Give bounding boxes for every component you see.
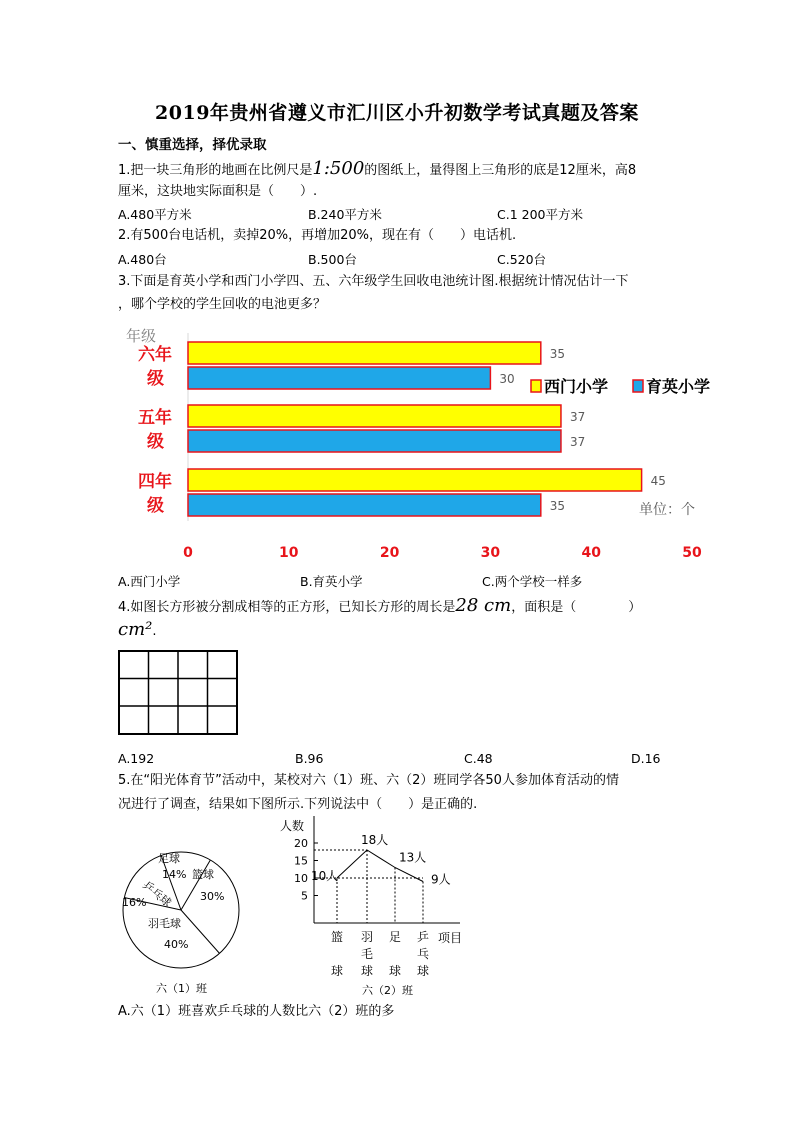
line-x-label: 球 xyxy=(416,964,430,978)
q2-option-c[interactable]: C.520台 xyxy=(497,252,547,267)
q3-option-c[interactable]: C.两个学校一样多 xyxy=(482,574,583,589)
bar-x-tick: 10 xyxy=(279,545,299,561)
pie-label-pingpong: 乒乓球 xyxy=(140,878,174,910)
q4-option-c[interactable]: C.48 xyxy=(464,751,493,766)
q4-option-d[interactable]: D.16 xyxy=(631,751,661,766)
q1-line2: 厘米，这块地实际面积是（ ）. xyxy=(118,184,318,199)
q4-option-a[interactable]: A.192 xyxy=(118,751,155,766)
q2-option-a[interactable]: A.480台 xyxy=(118,252,167,267)
q4-line2 xyxy=(118,619,157,642)
class1-pie-chart xyxy=(118,840,248,1000)
line-point-label: 18人 xyxy=(361,833,389,847)
line-point-label: 9人 xyxy=(431,872,451,887)
bar-value-label: 35 xyxy=(549,499,566,513)
line-y-tick: 20 xyxy=(294,837,308,850)
bar-category-label: 五年 xyxy=(138,408,172,428)
q4-unit-tail: . xyxy=(152,624,157,639)
line-y-tick: 10 xyxy=(294,872,308,885)
q4-unit: cm² xyxy=(118,619,153,640)
q1-line1 xyxy=(118,158,636,181)
bar-category-label: 级 xyxy=(147,369,164,389)
q3-line2: ，哪个学校的学生回收的电池更多？ xyxy=(118,297,327,312)
bar-x-tick: 20 xyxy=(379,545,400,561)
pie-caption: 六（1）班 xyxy=(156,982,207,995)
bar-value-label: 37 xyxy=(569,435,586,449)
q1-post: 的图纸上，量得图上三角形的底是12厘米，高8 xyxy=(364,163,637,178)
q3-option-a[interactable]: A.西门小学 xyxy=(118,574,181,589)
pie-label-football: 足球 xyxy=(158,852,180,865)
bar-value-label: 30 xyxy=(499,372,515,386)
pie-value-football: 14% xyxy=(162,868,187,881)
pie-value-pingpong: 16% xyxy=(122,896,147,909)
q1-pre: 1.把一块三角形的地画在比例尺是 xyxy=(118,163,313,178)
bar-x-tick: 30 xyxy=(480,545,501,561)
legend-yy-label: 育英小学 xyxy=(646,377,711,396)
q1-option-b[interactable]: B.240平方米 xyxy=(308,207,382,222)
pie-label-basketball: 篮球 xyxy=(192,868,214,881)
line-x-label: 球 xyxy=(360,964,374,978)
q1-option-a[interactable]: A.480平方米 xyxy=(118,207,192,222)
line-x-label: 球 xyxy=(388,964,402,978)
q4-post: ，面积是（ ） xyxy=(511,600,642,615)
bar-value-label: 45 xyxy=(650,474,666,488)
bar-x-tick: 0 xyxy=(183,545,193,561)
bar-x-tick: 50 xyxy=(682,545,702,561)
line-x-label: 足 xyxy=(388,930,402,944)
bar-xm-1 xyxy=(188,405,561,427)
q5-option-a[interactable]: A.六（1）班喜欢乒乓球的人数比六（2）班的多 xyxy=(118,1004,395,1019)
line-x-label: 毛 xyxy=(360,947,374,961)
q5-line1: 5.在“阳光体育节”活动中，某校对六（1）班、六（2）班同学各50人参加体育活动的情 xyxy=(118,773,619,788)
legend-yy-swatch xyxy=(633,380,643,392)
line-x-label: 乓 xyxy=(416,947,430,961)
bar-yy-0 xyxy=(188,367,490,389)
section-heading: 一、慎重选择，择优录取 xyxy=(118,137,267,153)
battery-bar-chart xyxy=(118,321,728,571)
q4-perimeter: 28 cm xyxy=(455,595,512,616)
bar-value-label: 37 xyxy=(569,410,586,424)
legend-xm-label: 西门小学 xyxy=(544,377,609,396)
bar-yy-2 xyxy=(188,494,541,516)
bar-chart-unit: 单位：个 xyxy=(639,502,695,518)
q1-scale: 1:500 xyxy=(312,158,365,179)
bar-x-tick: 40 xyxy=(581,545,601,561)
line-x-label: 篮 xyxy=(330,930,344,944)
q4-option-b[interactable]: B.96 xyxy=(295,751,324,766)
q2-text: 2.有500台电话机，卖掉20%，再增加20%，现在有（ ）电话机. xyxy=(118,228,517,243)
legend-xm-swatch xyxy=(531,380,541,392)
line-chart-xlabel: 项目 xyxy=(438,931,463,945)
bar-category-label: 级 xyxy=(147,432,164,452)
class2-line-chart xyxy=(278,812,468,998)
page-title: 2019年贵州省遵义市汇川区小升初数学考试真题及答案 xyxy=(155,102,639,124)
bar-category-label: 级 xyxy=(147,496,164,516)
q3-line1: 3.下面是育英小学和西门小学四、五、六年级学生回收电池统计图.根据统计情况估计一下 xyxy=(118,274,629,289)
bar-category-label: 六年 xyxy=(138,345,172,365)
pie-label-badminton: 羽毛球 xyxy=(148,917,181,930)
line-x-label: 球 xyxy=(330,964,344,978)
q5-line2: 况进行了调查，结果如下图所示.下列说法中（ ）是正确的. xyxy=(118,797,478,812)
line-chart-caption: 六（2）班 xyxy=(362,984,413,997)
rectangle-grid-figure xyxy=(118,650,239,735)
bar-yy-1 xyxy=(188,430,561,452)
line-y-tick: 15 xyxy=(294,854,308,868)
q1-option-c[interactable]: C.1 200平方米 xyxy=(497,207,583,222)
line-point-label: 10人 xyxy=(311,869,339,883)
line-chart-ylabel: 人数 xyxy=(280,819,305,833)
pie-value-basketball: 30% xyxy=(200,890,225,903)
bar-category-label: 四年 xyxy=(138,472,172,492)
line-point-label: 13人 xyxy=(399,850,427,865)
line-x-label: 乒 xyxy=(416,930,430,944)
line-y-tick: 5 xyxy=(301,889,308,903)
q3-option-b[interactable]: B.育英小学 xyxy=(300,574,363,589)
pie-value-badminton: 40% xyxy=(164,938,189,951)
bar-chart-ytitle: 年级 xyxy=(126,327,157,345)
q4-pre: 4.如图长方形被分割成相等的正方形，已知长方形的周长是 xyxy=(118,600,456,615)
bar-xm-2 xyxy=(188,469,642,491)
bar-value-label: 35 xyxy=(549,347,566,361)
q4-line1 xyxy=(118,595,641,618)
line-x-label: 羽 xyxy=(360,930,374,944)
bar-xm-0 xyxy=(188,342,541,364)
q2-option-b[interactable]: B.500台 xyxy=(308,252,357,267)
